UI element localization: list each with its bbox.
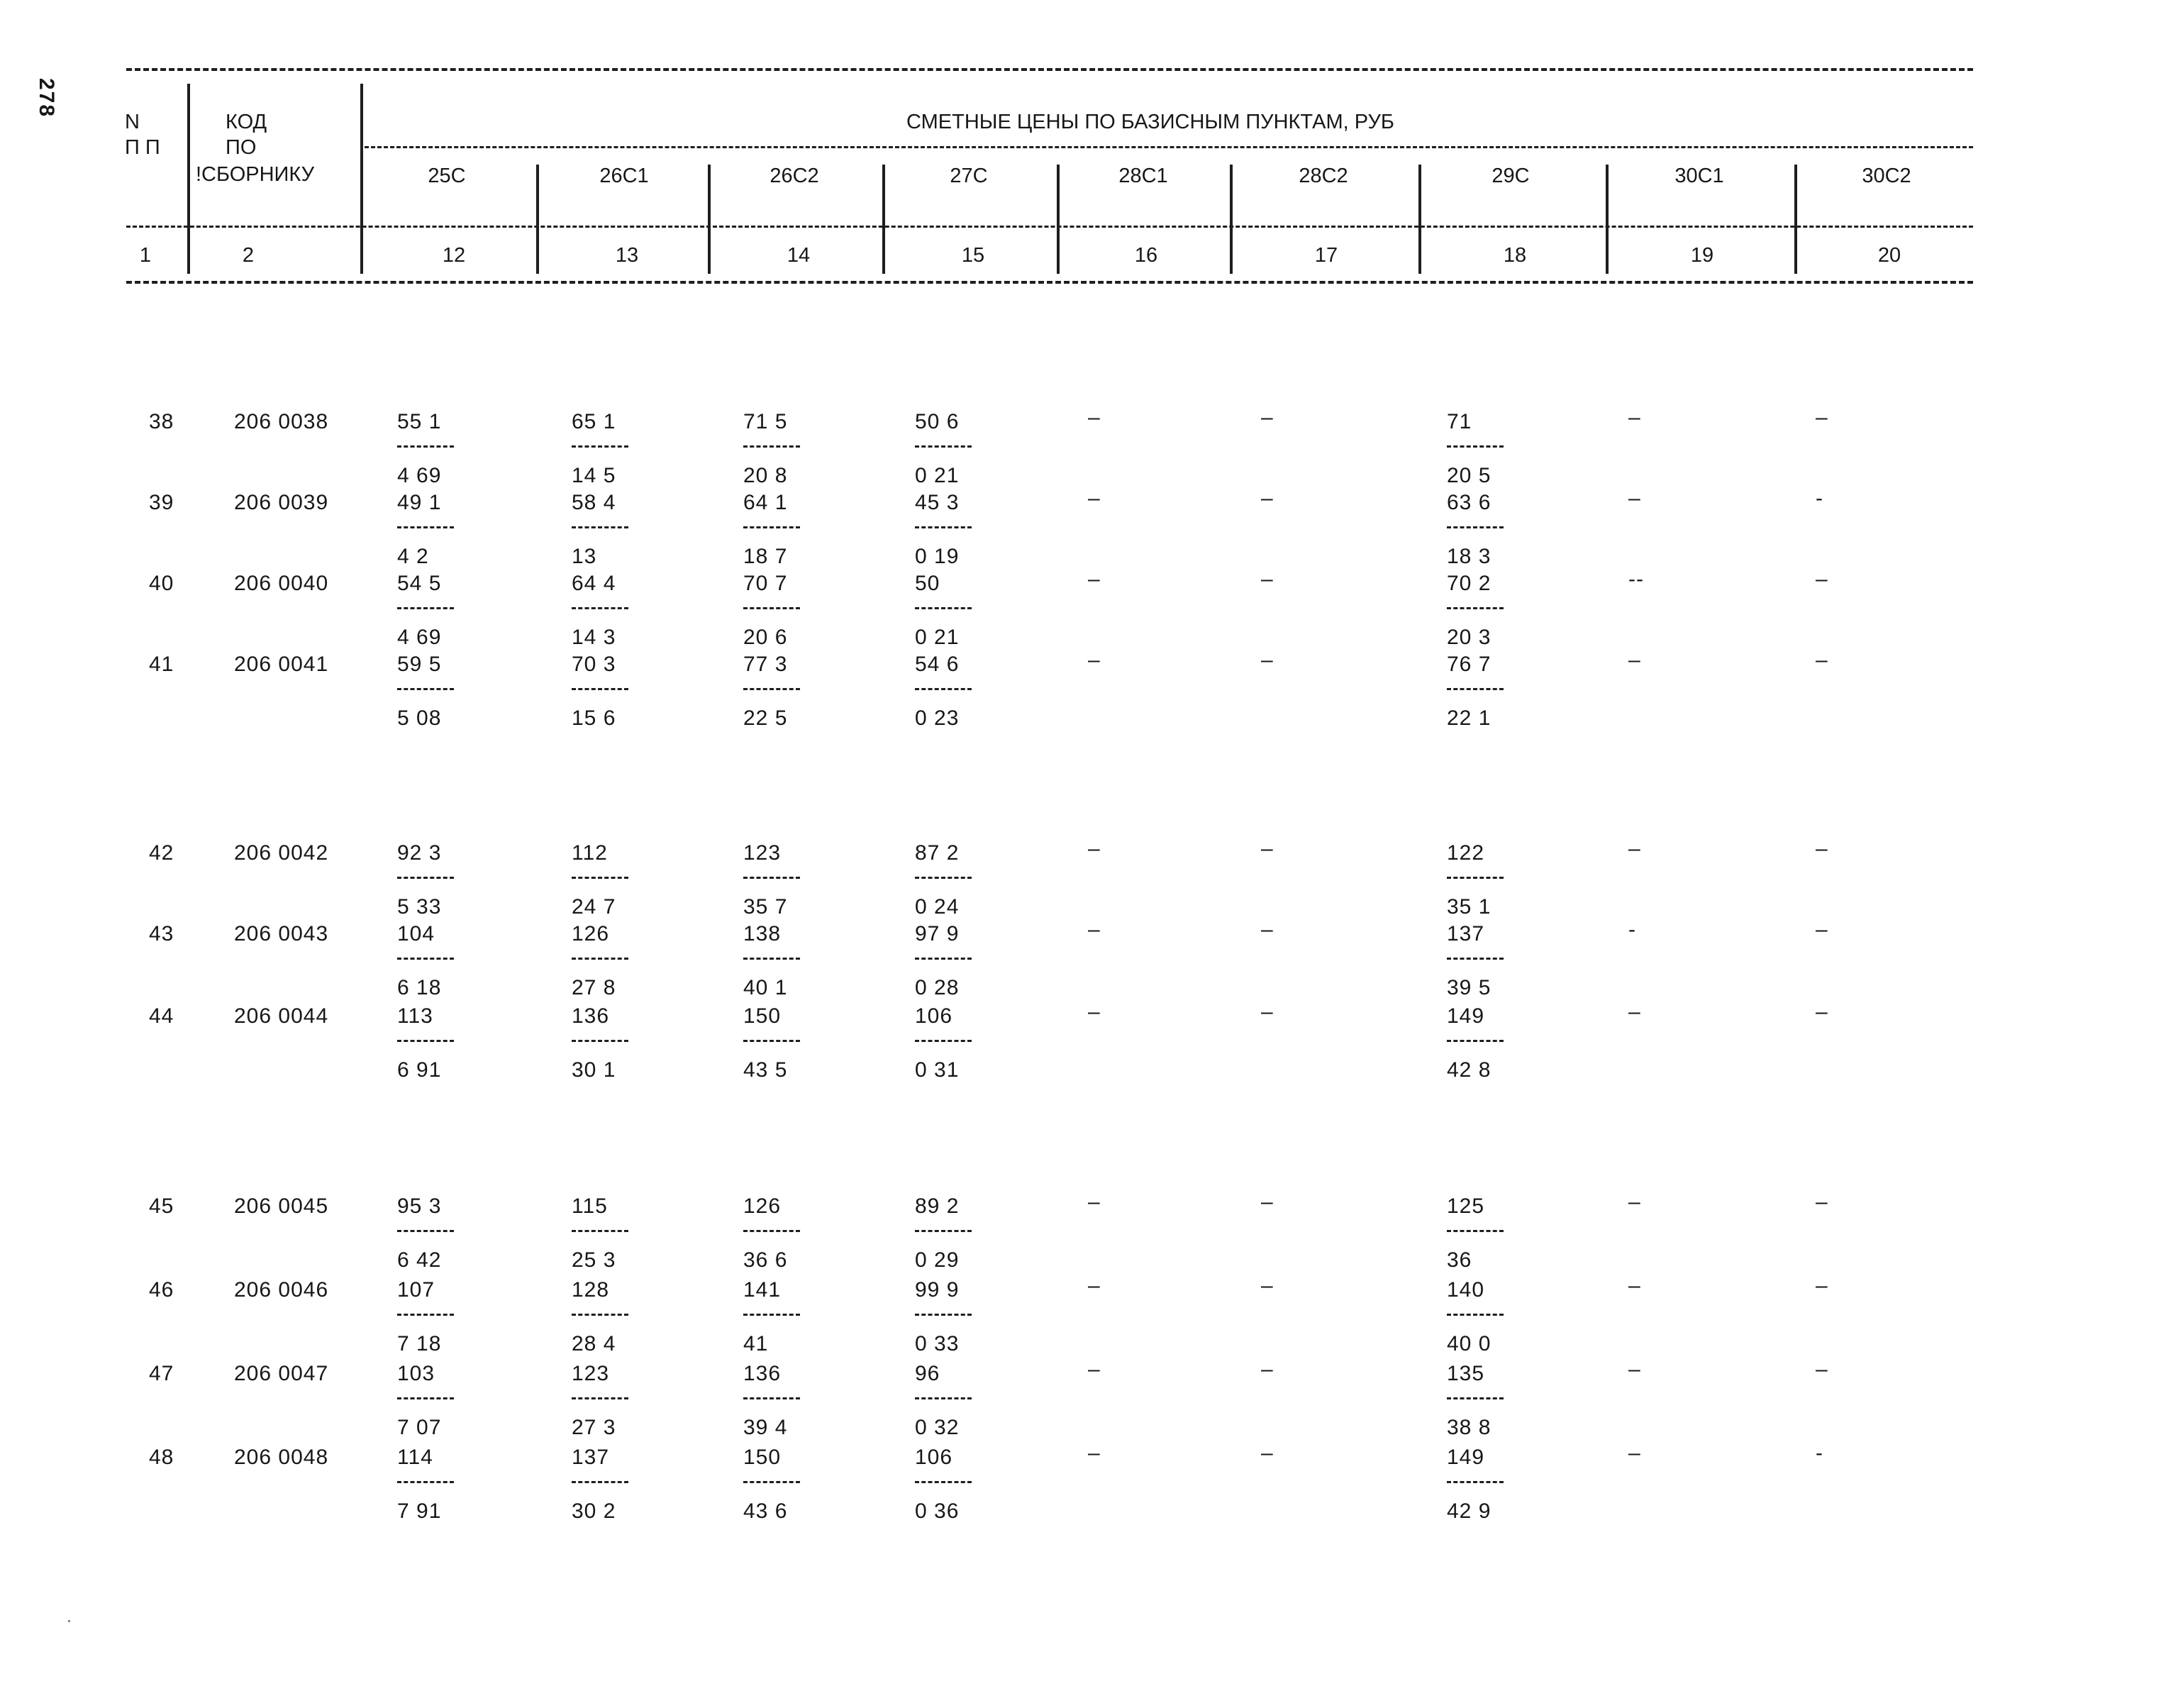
price-numerator: 126 (572, 922, 610, 946)
price-numerator: 70 2 (1447, 572, 1492, 595)
row-number: 44 (149, 1004, 174, 1028)
fraction-line (572, 1314, 628, 1316)
price-denominator: 24 7 (572, 895, 616, 919)
fraction-line (915, 1397, 972, 1399)
price-column-header: 30С2 (1862, 165, 1911, 187)
row-code: 206 0038 (234, 410, 329, 433)
fraction-line (915, 688, 972, 690)
fraction-line (572, 1040, 628, 1042)
page-number: 278 (35, 78, 58, 118)
row-number: 40 (149, 572, 174, 595)
price-numerator: 49 1 (397, 491, 442, 514)
fraction-line (915, 445, 972, 448)
price-column-header: 29С (1492, 165, 1530, 187)
fraction-line (1447, 1314, 1504, 1316)
header-separator (187, 84, 190, 274)
price-numerator: 137 (1447, 922, 1485, 946)
price-numerator: 128 (572, 1278, 610, 1302)
fraction-line (397, 607, 454, 609)
price-denominator: 0 21 (915, 464, 960, 487)
price-denominator: 7 91 (397, 1499, 442, 1523)
price-numerator: 64 4 (572, 572, 616, 595)
fraction-line (743, 1481, 800, 1483)
col-code-header-line3: !СБОРНИКУ (196, 163, 315, 186)
price-denominator: 0 31 (915, 1058, 960, 1082)
fraction-line (572, 877, 628, 879)
price-numerator: 141 (743, 1278, 782, 1302)
empty-price-dash: – (1628, 1190, 1641, 1214)
price-column-header: 27С (950, 165, 988, 187)
price-denominator: 4 2 (397, 545, 429, 568)
price-denominator: 20 3 (1447, 626, 1492, 649)
row-number: 38 (149, 410, 174, 433)
empty-price-dash: – (1261, 648, 1274, 672)
fraction-line (1447, 1481, 1504, 1483)
scan-speck (68, 1620, 70, 1622)
price-numerator: 150 (743, 1446, 782, 1469)
empty-price-dash: – (1088, 406, 1101, 429)
empty-price-dash: – (1261, 1358, 1274, 1381)
fraction-line (743, 958, 800, 960)
price-denominator: 25 3 (572, 1248, 616, 1272)
empty-price-dash: – (1261, 406, 1274, 429)
price-denominator: 4 69 (397, 626, 442, 649)
price-numerator: 92 3 (397, 841, 442, 865)
fraction-line (743, 1040, 800, 1042)
price-numerator: 87 2 (915, 841, 960, 865)
fraction-line (572, 688, 628, 690)
row-number: 45 (149, 1194, 174, 1218)
price-denominator: 20 5 (1447, 464, 1492, 487)
header-separator (1230, 165, 1233, 274)
row-code: 206 0044 (234, 1004, 329, 1028)
price-numerator: 106 (915, 1446, 953, 1469)
row-number: 42 (149, 841, 174, 865)
empty-price-dash: – (1816, 567, 1828, 591)
fraction-line (397, 1314, 454, 1316)
empty-price-dash: – (1261, 918, 1274, 941)
price-denominator: 40 0 (1447, 1332, 1492, 1355)
fraction-line (915, 607, 972, 609)
header-separator (1794, 165, 1797, 274)
fraction-line (743, 1230, 800, 1232)
fraction-line (915, 1230, 972, 1232)
price-numerator: 103 (397, 1362, 435, 1385)
price-denominator: 14 5 (572, 464, 616, 487)
col-code-header-line2: ПО (226, 136, 257, 159)
col-num-header-line2: П П (125, 136, 160, 159)
price-numerator: 70 7 (743, 572, 788, 595)
price-numerator: 71 (1447, 410, 1472, 433)
price-denominator: 39 5 (1447, 976, 1492, 999)
price-numerator: 115 (572, 1194, 608, 1218)
price-numerator: 136 (743, 1362, 782, 1385)
fraction-line (397, 526, 454, 528)
price-denominator: 27 3 (572, 1416, 616, 1439)
empty-price-dash: – (1088, 918, 1101, 941)
price-numerator: 106 (915, 1004, 953, 1028)
price-denominator: 6 42 (397, 1248, 442, 1272)
column-number: 19 (1690, 244, 1714, 267)
fraction-line (1447, 607, 1504, 609)
header-separator (1606, 165, 1609, 274)
column-number: 15 (961, 244, 985, 267)
price-denominator: 43 6 (743, 1499, 788, 1523)
price-numerator: 71 5 (743, 410, 788, 433)
price-denominator: 14 3 (572, 626, 616, 649)
price-denominator: 5 33 (397, 895, 442, 919)
price-numerator: 123 (572, 1362, 610, 1385)
empty-price-dash: – (1261, 1274, 1274, 1297)
price-denominator: 41 (743, 1332, 769, 1355)
price-denominator: 39 4 (743, 1416, 788, 1439)
price-denominator: 42 9 (1447, 1499, 1492, 1523)
price-denominator: 36 6 (743, 1248, 788, 1272)
fraction-line (572, 958, 628, 960)
price-denominator: 30 1 (572, 1058, 616, 1082)
price-numerator: 125 (1447, 1194, 1485, 1218)
price-numerator: 64 1 (743, 491, 788, 514)
price-denominator: 6 18 (397, 976, 442, 999)
column-number: 12 (442, 244, 466, 267)
empty-price-dash: – (1261, 1000, 1274, 1024)
price-numerator: 122 (1447, 841, 1485, 865)
col-num-header-line1: N (125, 111, 140, 133)
empty-price-dash: – (1628, 1000, 1641, 1024)
fraction-line (1447, 958, 1504, 960)
empty-price-dash: – (1628, 1441, 1641, 1465)
price-numerator: 114 (397, 1446, 433, 1469)
fraction-line (572, 1397, 628, 1399)
price-numerator: 76 7 (1447, 653, 1492, 676)
column-number: 2 (242, 244, 255, 267)
empty-price-dash: – (1088, 1274, 1101, 1297)
empty-price-dash: – (1816, 837, 1828, 860)
fraction-line (743, 445, 800, 448)
fraction-line (572, 1481, 628, 1483)
fraction-line (397, 1230, 454, 1232)
price-numerator: 55 1 (397, 410, 442, 433)
price-numerator: 150 (743, 1004, 782, 1028)
price-numerator: 126 (743, 1194, 782, 1218)
price-denominator: 13 (572, 545, 597, 568)
header-bottom-rule (126, 281, 1973, 284)
empty-price-dash: – (1816, 918, 1828, 941)
price-numerator: 149 (1447, 1446, 1485, 1469)
empty-price-dash: – (1816, 1358, 1828, 1381)
price-numerator: 104 (397, 922, 435, 946)
price-denominator: 18 3 (1447, 545, 1492, 568)
column-number: 18 (1503, 244, 1527, 267)
header-separator (708, 165, 711, 274)
price-denominator: 18 7 (743, 545, 788, 568)
column-number: 17 (1314, 244, 1338, 267)
price-denominator: 0 32 (915, 1416, 960, 1439)
price-denominator: 35 7 (743, 895, 788, 919)
column-number: 13 (615, 244, 639, 267)
price-denominator: 35 1 (1447, 895, 1492, 919)
empty-price-dash: – (1628, 837, 1641, 860)
price-denominator: 27 8 (572, 976, 616, 999)
fraction-line (743, 688, 800, 690)
empty-price-dash: - (1628, 918, 1636, 941)
price-denominator: 28 4 (572, 1332, 616, 1355)
empty-price-dash: - (1816, 1441, 1823, 1465)
row-code: 206 0039 (234, 491, 329, 514)
price-column-header: 28С2 (1299, 165, 1348, 187)
price-numerator: 70 3 (572, 653, 616, 676)
header-mid-rule (126, 226, 1973, 228)
empty-price-dash: – (1261, 487, 1274, 510)
fraction-line (1447, 445, 1504, 448)
fraction-line (743, 1314, 800, 1316)
empty-price-dash: – (1088, 1190, 1101, 1214)
column-number: 16 (1134, 244, 1158, 267)
row-code: 206 0045 (234, 1194, 329, 1218)
empty-price-dash: – (1628, 1358, 1641, 1381)
group-title: СМЕТНЫЕ ЦЕНЫ ПО БАЗИСНЫМ ПУНКТАМ, РУБ (906, 111, 1394, 133)
price-denominator: 0 29 (915, 1248, 960, 1272)
column-number: 14 (787, 244, 811, 267)
row-code: 206 0046 (234, 1278, 329, 1302)
price-numerator: 138 (743, 922, 782, 946)
fraction-line (915, 1481, 972, 1483)
price-denominator: 30 2 (572, 1499, 616, 1523)
empty-price-dash: – (1628, 487, 1641, 510)
column-number: 20 (1877, 244, 1901, 267)
empty-price-dash: – (1261, 567, 1274, 591)
header-separator (1057, 165, 1060, 274)
price-numerator: 123 (743, 841, 782, 865)
fraction-line (572, 526, 628, 528)
price-denominator: 15 6 (572, 706, 616, 730)
fraction-line (397, 1040, 454, 1042)
price-numerator: 58 4 (572, 491, 616, 514)
fraction-line (1447, 1230, 1504, 1232)
price-denominator: 22 1 (1447, 706, 1492, 730)
fraction-line (915, 958, 972, 960)
row-number: 48 (149, 1446, 174, 1469)
price-denominator: 0 28 (915, 976, 960, 999)
price-denominator: 22 5 (743, 706, 788, 730)
empty-price-dash: – (1816, 1274, 1828, 1297)
price-numerator: 97 9 (915, 922, 960, 946)
fraction-line (915, 1314, 972, 1316)
empty-price-dash: – (1088, 487, 1101, 510)
fraction-line (1447, 1397, 1504, 1399)
empty-price-dash: – (1816, 1190, 1828, 1214)
fraction-line (397, 1481, 454, 1483)
price-numerator: 137 (572, 1446, 610, 1469)
price-denominator: 0 36 (915, 1499, 960, 1523)
row-code: 206 0042 (234, 841, 329, 865)
row-code: 206 0043 (234, 922, 329, 946)
empty-price-dash: – (1088, 1441, 1101, 1465)
price-denominator: 38 8 (1447, 1416, 1492, 1439)
row-number: 41 (149, 653, 174, 676)
row-code: 206 0047 (234, 1362, 329, 1385)
price-denominator: 43 5 (743, 1058, 788, 1082)
fraction-line (572, 1230, 628, 1232)
price-numerator: 112 (572, 841, 608, 865)
price-column-header: 26С1 (599, 165, 649, 187)
empty-price-dash: – (1261, 1190, 1274, 1214)
price-numerator: 50 6 (915, 410, 960, 433)
header-separator (1418, 165, 1421, 274)
fraction-line (915, 877, 972, 879)
fraction-line (1447, 1040, 1504, 1042)
empty-price-dash: – (1088, 1000, 1101, 1024)
fraction-line (572, 607, 628, 609)
price-numerator: 135 (1447, 1362, 1485, 1385)
row-code: 206 0041 (234, 653, 329, 676)
price-numerator: 77 3 (743, 653, 788, 676)
fraction-line (397, 877, 454, 879)
price-denominator: 4 69 (397, 464, 442, 487)
row-code: 206 0040 (234, 572, 329, 595)
empty-price-dash: – (1816, 1000, 1828, 1024)
empty-price-dash: -- (1628, 567, 1644, 591)
price-numerator: 54 5 (397, 572, 442, 595)
price-column-header: 26С2 (770, 165, 819, 187)
row-number: 47 (149, 1362, 174, 1385)
price-denominator: 36 (1447, 1248, 1472, 1272)
header-separator (360, 84, 363, 274)
price-numerator: 65 1 (572, 410, 616, 433)
empty-price-dash: – (1088, 837, 1101, 860)
price-numerator: 54 6 (915, 653, 960, 676)
price-numerator: 45 3 (915, 491, 960, 514)
price-denominator: 0 19 (915, 545, 960, 568)
fraction-line (397, 445, 454, 448)
price-numerator: 149 (1447, 1004, 1485, 1028)
price-numerator: 99 9 (915, 1278, 960, 1302)
price-numerator: 63 6 (1447, 491, 1492, 514)
price-numerator: 96 (915, 1362, 940, 1385)
fraction-line (397, 958, 454, 960)
fraction-line (915, 526, 972, 528)
empty-price-dash: – (1816, 648, 1828, 672)
price-denominator: 0 24 (915, 895, 960, 919)
empty-price-dash: – (1088, 567, 1101, 591)
header-separator (882, 165, 885, 274)
row-number: 39 (149, 491, 174, 514)
fraction-line (743, 1397, 800, 1399)
empty-price-dash: – (1816, 406, 1828, 429)
fraction-line (397, 1397, 454, 1399)
row-code: 206 0048 (234, 1446, 329, 1469)
price-numerator: 95 3 (397, 1194, 442, 1218)
column-number: 1 (139, 244, 152, 267)
empty-price-dash: - (1816, 487, 1823, 510)
price-numerator: 89 2 (915, 1194, 960, 1218)
price-numerator: 136 (572, 1004, 610, 1028)
empty-price-dash: – (1088, 1358, 1101, 1381)
group-title-rule (365, 146, 1973, 148)
empty-price-dash: – (1261, 1441, 1274, 1465)
price-denominator: 0 23 (915, 706, 960, 730)
price-denominator: 42 8 (1447, 1058, 1492, 1082)
row-number: 46 (149, 1278, 174, 1302)
empty-price-dash: – (1628, 1274, 1641, 1297)
price-numerator: 59 5 (397, 653, 442, 676)
empty-price-dash: – (1261, 837, 1274, 860)
price-denominator: 40 1 (743, 976, 788, 999)
empty-price-dash: – (1088, 648, 1101, 672)
price-column-header: 30С1 (1674, 165, 1724, 187)
empty-price-dash: – (1628, 406, 1641, 429)
row-number: 43 (149, 922, 174, 946)
price-numerator: 50 (915, 572, 940, 595)
price-denominator: 20 6 (743, 626, 788, 649)
price-denominator: 7 18 (397, 1332, 442, 1355)
price-numerator: 113 (397, 1004, 433, 1028)
empty-price-dash: – (1628, 648, 1641, 672)
price-numerator: 107 (397, 1278, 435, 1302)
price-denominator: 6 91 (397, 1058, 442, 1082)
header-separator (536, 165, 539, 274)
price-denominator: 0 21 (915, 626, 960, 649)
price-numerator: 140 (1447, 1278, 1485, 1302)
header-top-rule (126, 68, 1973, 71)
fraction-line (572, 445, 628, 448)
fraction-line (743, 607, 800, 609)
price-column-header: 28С1 (1118, 165, 1168, 187)
price-denominator: 5 08 (397, 706, 442, 730)
fraction-line (915, 1040, 972, 1042)
fraction-line (1447, 877, 1504, 879)
price-column-header: 25С (428, 165, 466, 187)
fraction-line (743, 877, 800, 879)
price-denominator: 7 07 (397, 1416, 442, 1439)
fraction-line (397, 688, 454, 690)
col-code-header-line1: КОД (226, 111, 267, 133)
fraction-line (743, 526, 800, 528)
fraction-line (1447, 688, 1504, 690)
fraction-line (1447, 526, 1504, 528)
price-denominator: 0 33 (915, 1332, 960, 1355)
price-denominator: 20 8 (743, 464, 788, 487)
